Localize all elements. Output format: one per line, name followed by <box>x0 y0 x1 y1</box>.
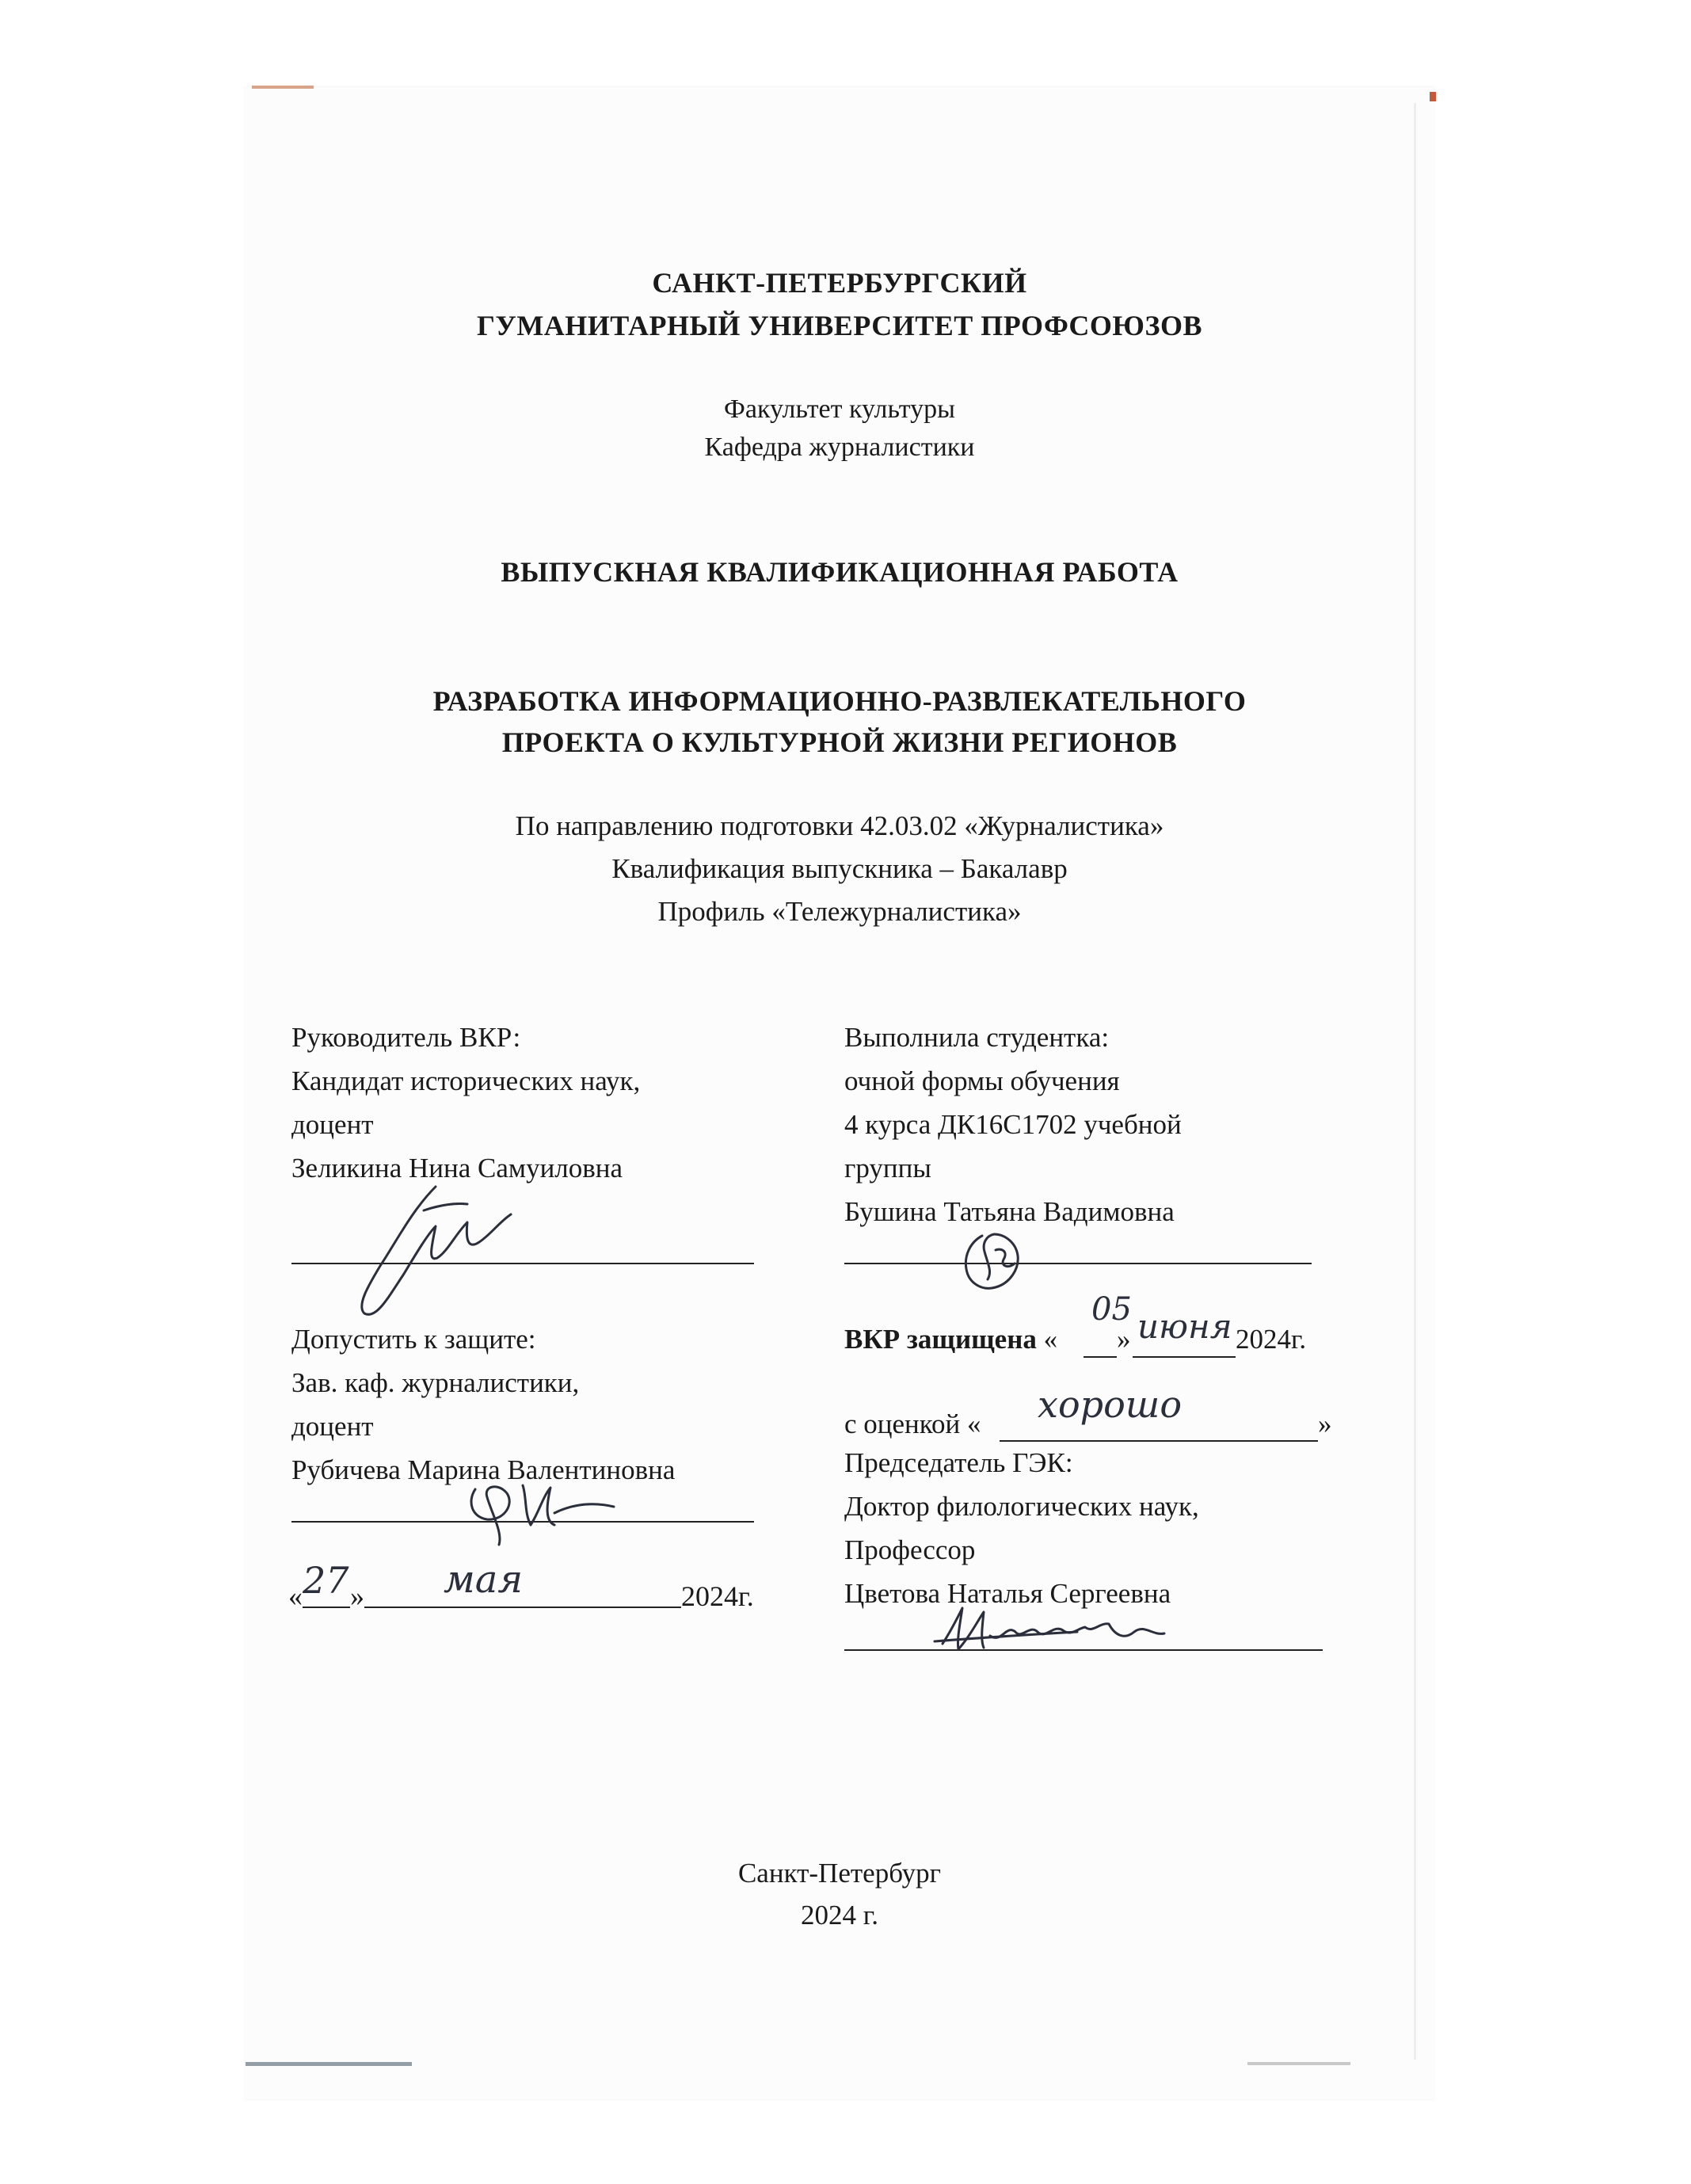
department: Кафедра журналистики <box>704 433 975 462</box>
scan-artifact <box>1430 92 1436 101</box>
admission-signature <box>451 1458 626 1553</box>
defense-date <box>844 1317 1057 1361</box>
admission-position: Зав. каф. журналистики, <box>291 1367 580 1398</box>
admission-date-month-line <box>364 1607 681 1608</box>
footer-city: Санкт-Петербург <box>737 1858 942 1889</box>
student-signature-line <box>844 1263 1312 1264</box>
admission-date-day: 27 <box>303 1559 349 1602</box>
defense-close-quote: » <box>1117 1324 1131 1355</box>
scan-artifact <box>246 2062 412 2066</box>
student-name: Бушина Татьяна Вадимовна <box>844 1196 1175 1227</box>
chair-signature <box>927 1600 1188 1664</box>
scan-artifact <box>252 86 314 89</box>
qualification: Квалификация выпускника – Бакалавр <box>611 853 1068 884</box>
student-signature <box>946 1220 1042 1299</box>
chair-degree: Доктор филологических наук, <box>844 1491 1199 1522</box>
supervisor-degree: Кандидат исторических наук, <box>291 1065 641 1096</box>
profile: Профиль «Тележурналистика» <box>657 896 1022 927</box>
grade-value: хорошо <box>1038 1383 1183 1426</box>
student-block <box>844 1016 1182 1233</box>
scan-artifact <box>1247 2062 1350 2065</box>
defense-label: ВКР защищена <box>844 1324 1037 1355</box>
defense-month-line <box>1133 1356 1236 1358</box>
admission-name: Рубичева Марина Валентиновна <box>291 1454 676 1485</box>
student-group: группы <box>844 1153 931 1183</box>
supervisor-label: Руководитель ВКР: <box>291 1022 521 1053</box>
chair-name: Цветова Наталья Сергеевна <box>844 1578 1171 1609</box>
supervisor-name: Зеликина Нина Самуиловна <box>291 1153 623 1183</box>
defense-open-quote: « <box>1043 1324 1058 1355</box>
defense-day-line <box>1084 1356 1117 1358</box>
footer-year: 2024 г. <box>801 1900 878 1931</box>
admission-date-month: мая <box>444 1557 524 1602</box>
admission-date-year: 2024г. <box>681 1580 754 1612</box>
student-course: 4 курса ДК16С1702 учебной <box>844 1109 1182 1140</box>
chair-label: Председатель ГЭК: <box>844 1447 1073 1478</box>
chair-title: Профессор <box>844 1534 976 1565</box>
work-type: ВЫПУСКНАЯ КВАЛИФИКАЦИОННАЯ РАБОТА <box>501 556 1179 588</box>
defense-day: 05 <box>1091 1291 1132 1328</box>
admission-date-day-line <box>303 1607 350 1608</box>
chair-block <box>844 1441 1199 1615</box>
grade-suffix: » <box>1318 1408 1332 1439</box>
supervisor-signature <box>348 1179 539 1321</box>
admission-date-close-quote: » <box>350 1580 364 1612</box>
supervisor-title: доцент <box>291 1109 374 1140</box>
faculty: Факультет культуры <box>724 394 955 424</box>
admission-label: Допустить к защите: <box>291 1324 536 1355</box>
student-form: очной формы обучения <box>844 1065 1120 1096</box>
thesis-title-line1: РАЗРАБОТКА ИНФОРМАЦИОННО-РАЗВЛЕКАТЕЛЬНОГО <box>432 685 1247 717</box>
thesis-title-line2: ПРОЕКТА О КУЛЬТУРНОЙ ЖИЗНИ РЕГИОНОВ <box>501 726 1178 758</box>
university-name-line2: ГУМАНИТАРНЫЙ УНИВЕРСИТЕТ ПРОФСОЮЗОВ <box>477 310 1202 341</box>
defense-month: июня <box>1137 1307 1232 1346</box>
supervisor-block <box>291 1016 640 1190</box>
student-label: Выполнила студентка: <box>844 1022 1110 1053</box>
defense-year: 2024г. <box>1236 1324 1307 1355</box>
program-direction: По направлению подготовки 42.03.02 «Журналистика» <box>515 810 1164 841</box>
grade-prefix: с оценкой « <box>844 1408 981 1439</box>
admission-title: доцент <box>291 1411 374 1442</box>
university-name-line1: САНКТ-ПЕТЕРБУРГСКИЙ <box>652 267 1027 299</box>
admission-date-open-quote: « <box>288 1580 303 1612</box>
